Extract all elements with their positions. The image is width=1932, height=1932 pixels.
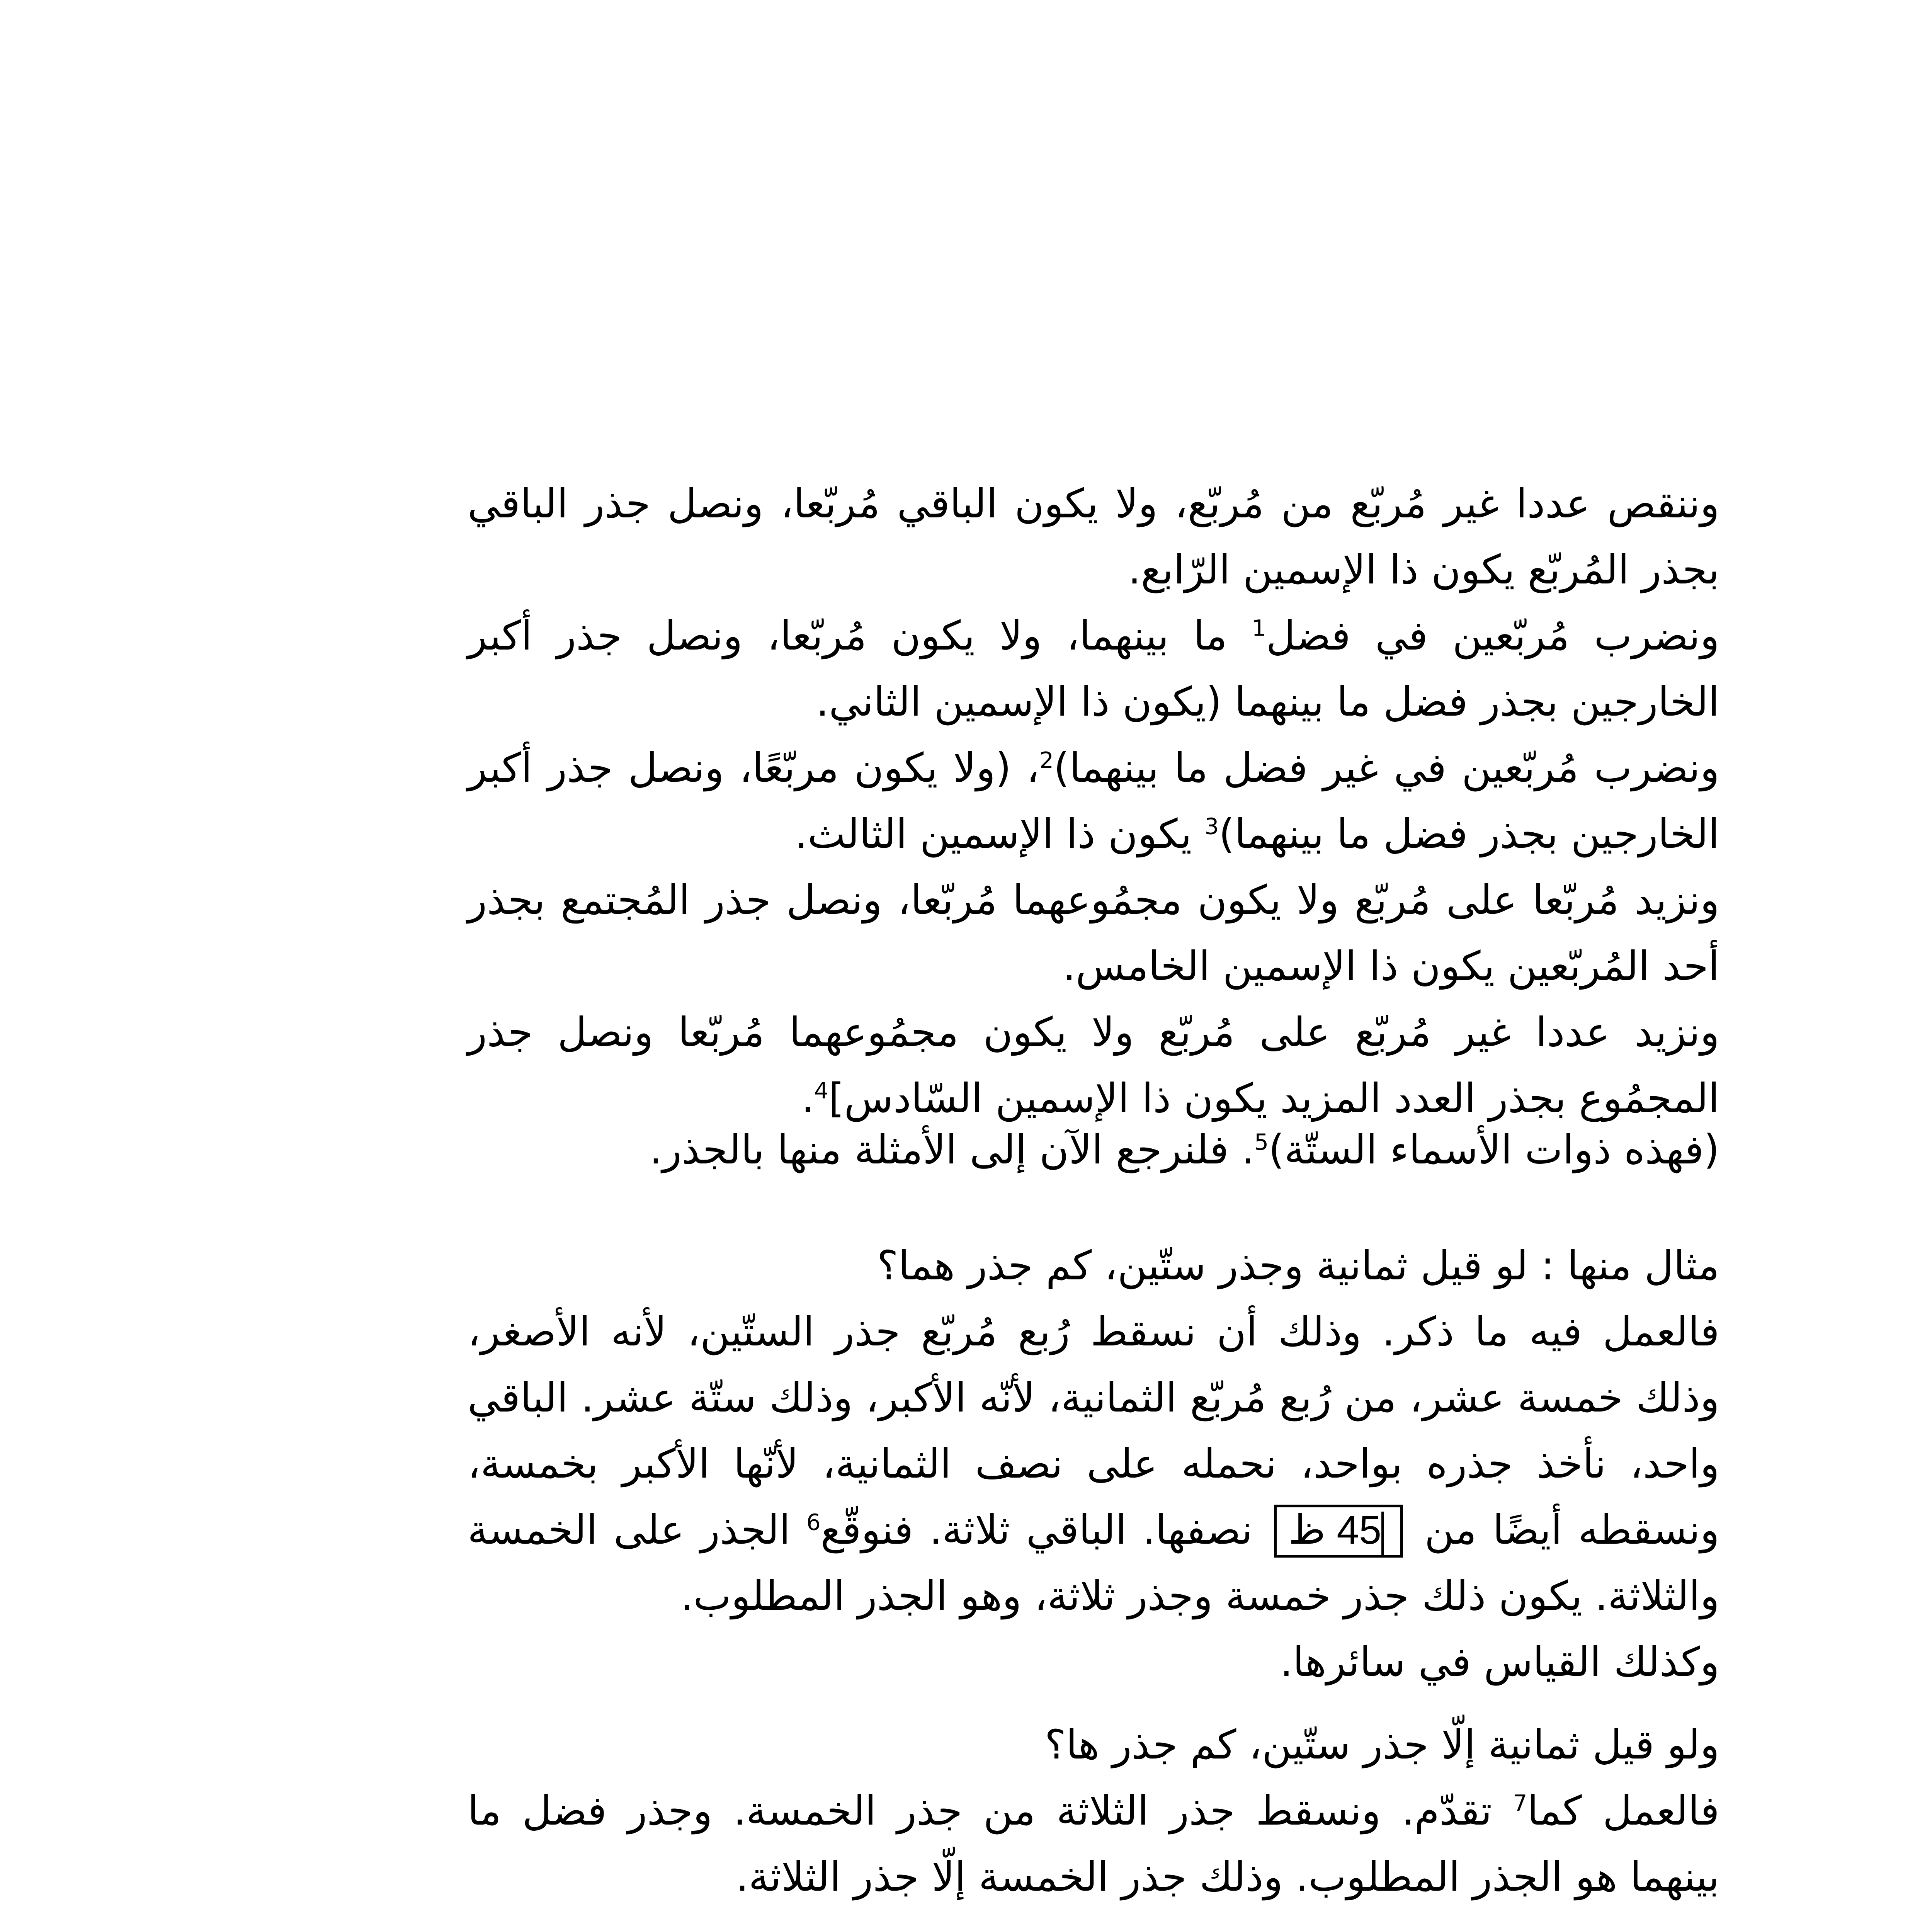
main-text-block: [468, 471, 1719, 1131]
paragraph-text: ما بينهما، ولا يكون مُربّعا، ونصل جذر أكبر الخارجين بجذر فضل ما بينهما (يكون ذا الإسمين الثاني.: [468, 612, 1719, 725]
paragraph-text: نصفها. الباقي ثلاثة. فنوقّع: [820, 1506, 1253, 1553]
footnote-reference[interactable]: 1: [1252, 615, 1266, 641]
paragraph-sixth-binomial: [468, 999, 1719, 1131]
paragraph-second-binomial: [468, 603, 1719, 735]
paragraph-text: . فلنرجع الآن إلى الأمثلة منها بالجذر.: [649, 1126, 1255, 1173]
example-two-block: [468, 1712, 1719, 1910]
footnote-reference[interactable]: 5: [1254, 1129, 1269, 1155]
paragraph-example-conclusion: [468, 1629, 1719, 1695]
footnote-reference[interactable]: 6: [806, 1509, 821, 1536]
paragraph-summary: [468, 1117, 1719, 1183]
footnote-reference[interactable]: 3: [1204, 813, 1219, 840]
footnote-reference[interactable]: 7: [1513, 1790, 1527, 1816]
paragraph-example-solution: [468, 1299, 1719, 1629]
paragraph-text: ونضرب مُربّعين في فضل: [1266, 612, 1719, 659]
paragraph-text: وننقص عددا غير مُربّع من مُربّع، ولا يكون الباقي مُربّعا، ونصل جذر الباقي بجذر المُربّع يكون ذا الإسمين الرّابع.: [468, 480, 1719, 593]
paragraph-text: وكذلك القياس في سائرها.: [1280, 1638, 1719, 1685]
paragraph-text: الجذر على الخمسة والثلاثة. يكون ذلك جذر خمسة وجذر ثلاثة، وهو الجذر المطلوب.: [468, 1506, 1719, 1619]
paragraph-text: يكون ذا الإسمين الثالث.: [794, 810, 1205, 857]
paragraph-text: ونزيد عددا غير مُربّع على مُربّع ولا يكون مجمُوعهما مُربّعا ونصل جذر المجمُوع بجذر العدد المزيد يكون ذا الإسمين السّادس]: [468, 1009, 1719, 1122]
paragraph-example-two-solution: [468, 1778, 1719, 1910]
paragraph-third-binomial: [468, 735, 1719, 867]
footnote-reference[interactable]: 4: [814, 1077, 829, 1104]
paragraph-text: ، (ولا يكون مربّعًا، ونصل جذر أكبر الخارجين بجذر فضل ما بينهما): [468, 744, 1719, 857]
paragraph-text: تقدّم. ونسقط جذر الثلاثة من جذر الخمسة. وجذر فضل ما بينهما هو الجذر المطلوب. وذلك جذر الخمسة إلّا جذر الثلاثة.: [468, 1787, 1719, 1900]
paragraph-text: مثال منها : لو قيل ثمانية وجذر ستّين، كم جذر هما؟: [877, 1242, 1719, 1289]
paragraph-text: فالعمل كما: [1527, 1787, 1719, 1834]
footnote-reference[interactable]: 2: [1039, 747, 1054, 774]
paragraph-fourth-binomial: [468, 471, 1719, 603]
paragraph-text: فالعمل فيه ما ذكر. وذلك أن نسقط رُبع مُربّع جذر الستّين، لأنه الأصغر، وذلك خمسة عشر، من رُبع مُربّع الثمانية، لأنّه الأكبر، وذلك ستّة عشر. الباقي واحد، نأخذ جذره بواحد، نحمله على نصف الثمانية، لأنّها الأكبر بخمسة، ونسقطه أيضًا من: [468, 1308, 1720, 1553]
folio-marker: [1274, 1505, 1403, 1558]
paragraph-example-question: [468, 1233, 1719, 1299]
summary-text-block: [468, 1117, 1719, 1183]
paragraph-text: .: [801, 1075, 815, 1122]
folio-marker-label: 45 ظ: [1288, 1508, 1382, 1553]
paragraph-text: (فهذه ذوات الأسماء الستّة): [1269, 1126, 1719, 1173]
paragraph-text: ولو قيل ثمانية إلّا جذر ستّين، كم جذر ها؟: [1044, 1721, 1719, 1768]
paragraph-fifth-binomial: [468, 867, 1719, 999]
example-one-block: [468, 1233, 1719, 1695]
paragraph-text: ونزيد مُربّعا على مُربّع ولا يكون مجمُوعهما مُربّعا، ونصل جذر المُجتمع بجذر أحد المُربّعين يكون ذا الإسمين الخامس.: [468, 876, 1719, 990]
paragraph-example-two-question: [468, 1712, 1719, 1778]
folio-divider: [1381, 1512, 1384, 1555]
paragraph-text: ونضرب مُربّعين في غير فضل ما بينهما): [1053, 744, 1719, 791]
